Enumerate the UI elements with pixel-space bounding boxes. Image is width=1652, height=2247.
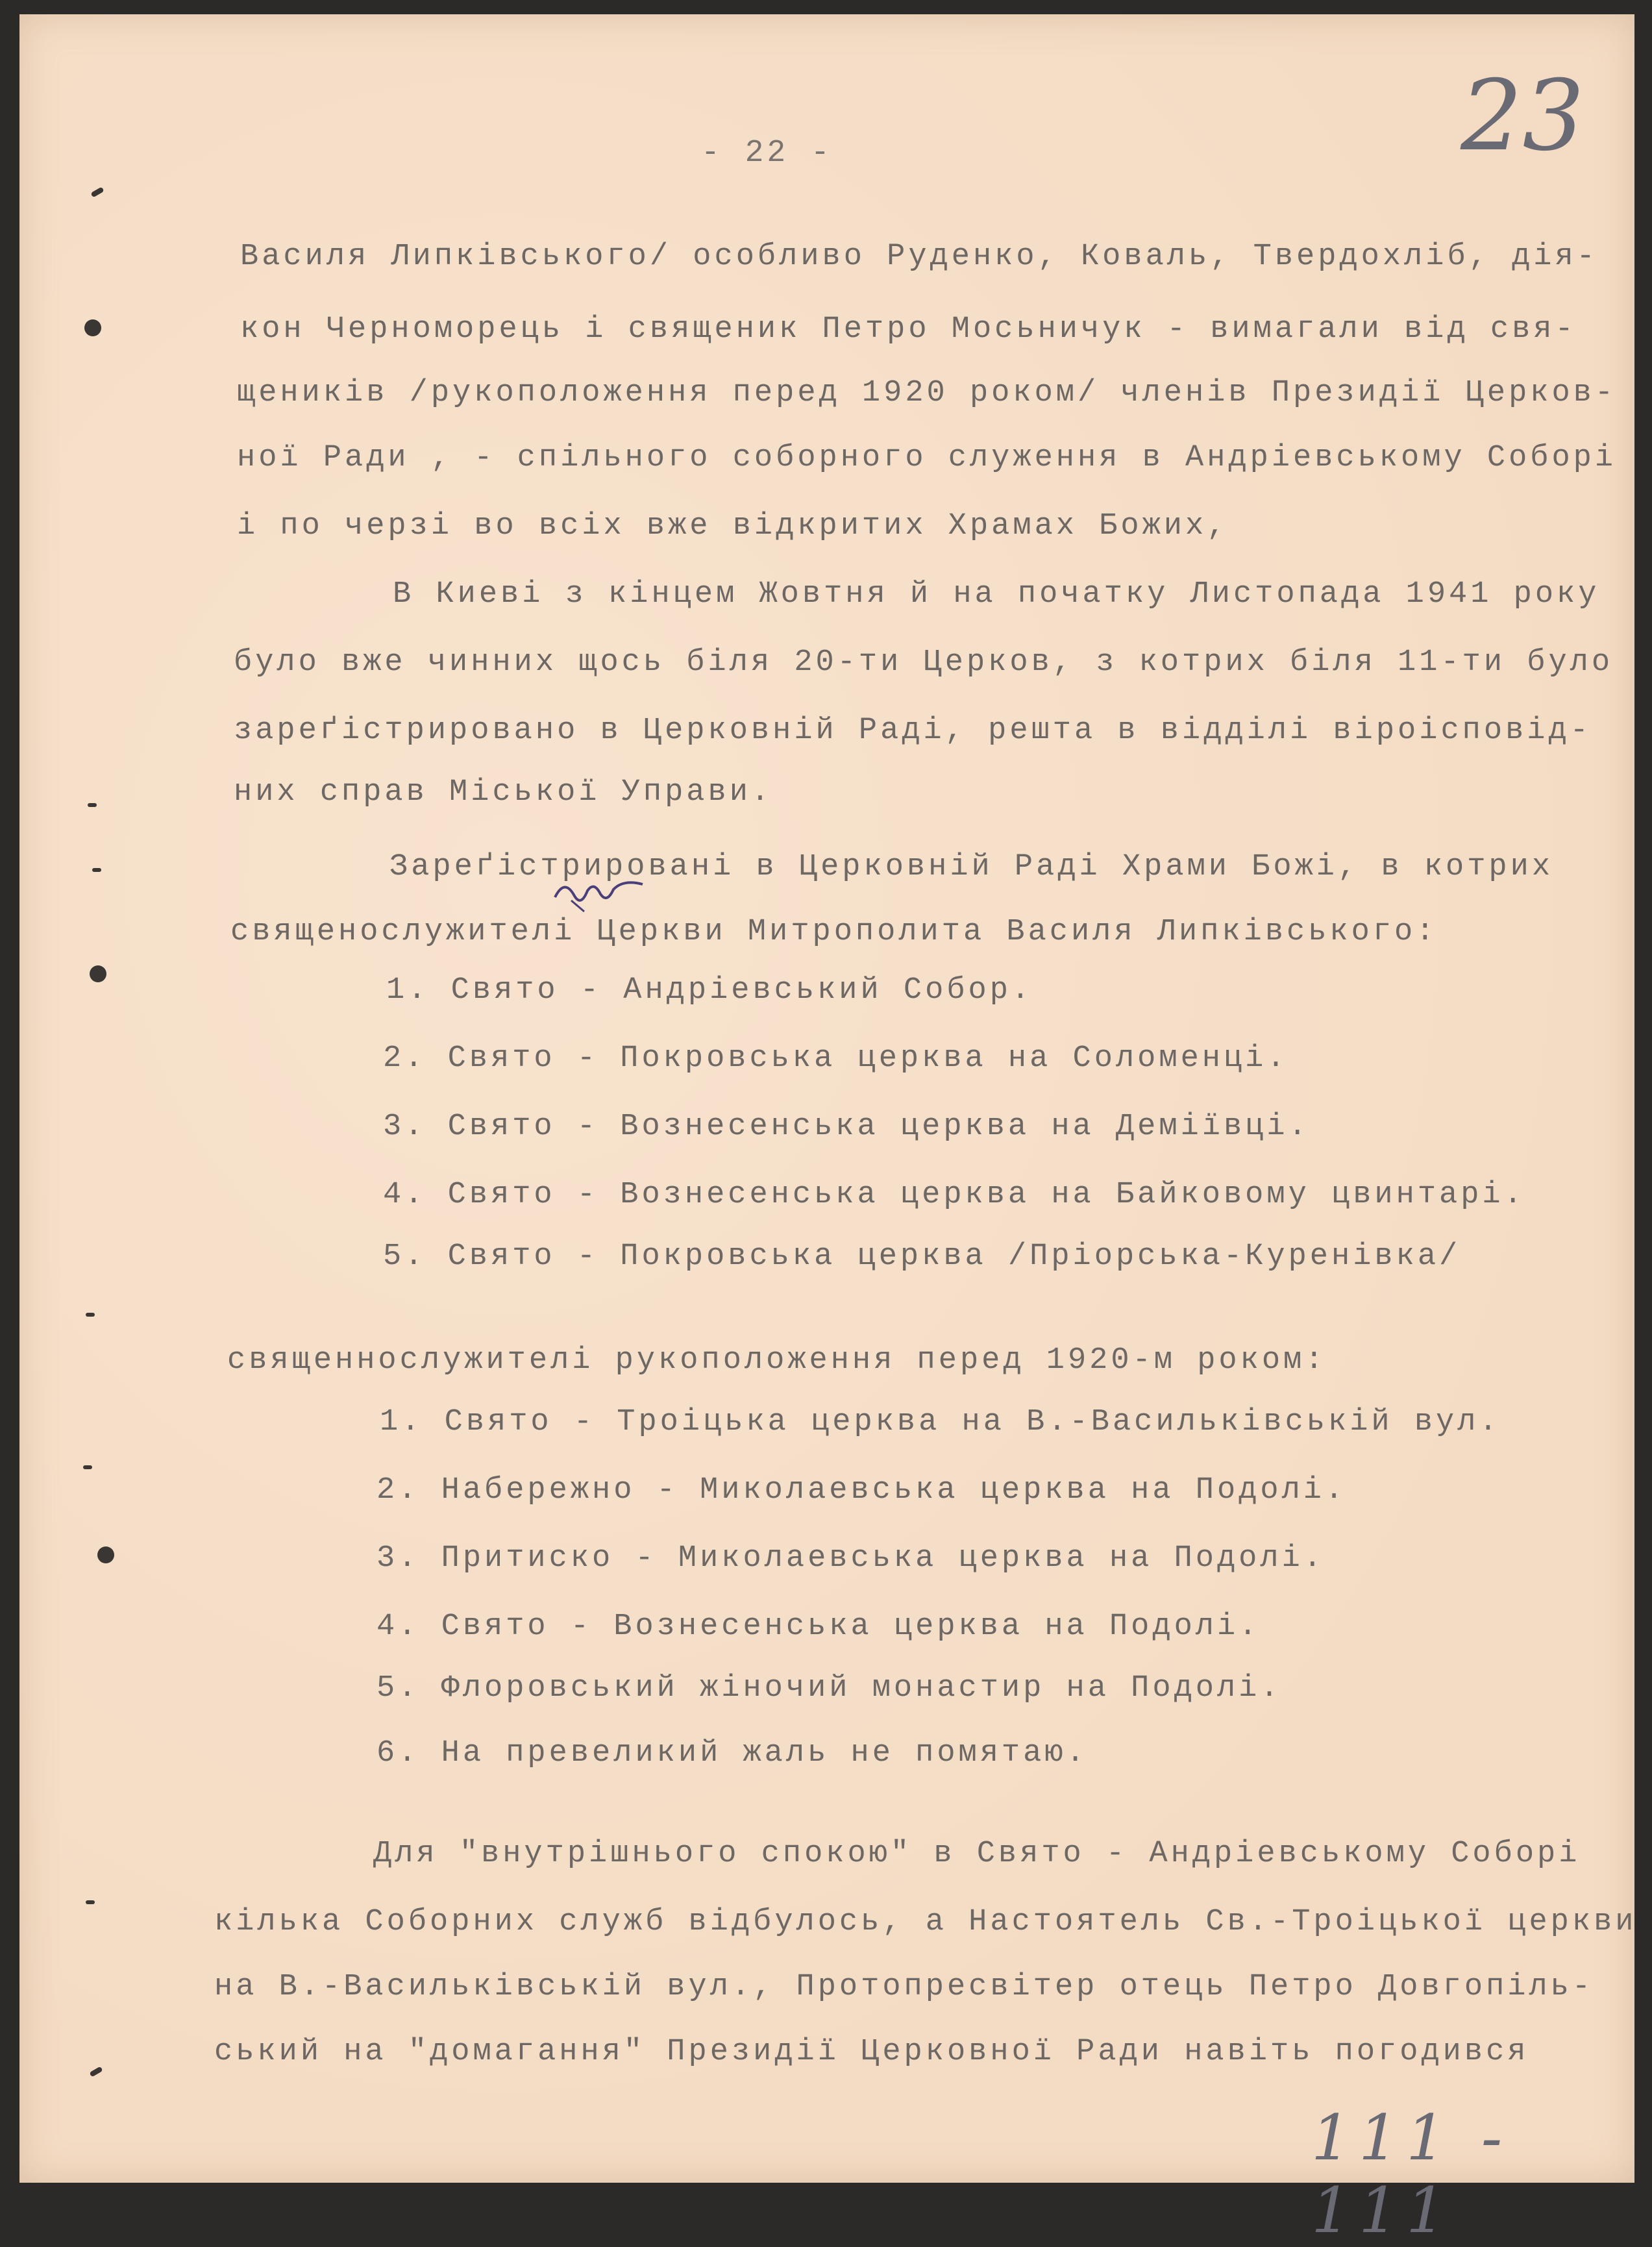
text-line: Для "внутрішнього спокою" в Свято - Андріевському Соборі [373, 1837, 1581, 1871]
text-line: зареґістрировано в Церковній Раді, решта в відділі віроісповід- [234, 714, 1592, 748]
binding-hole [84, 319, 101, 336]
text-line: щеників /рукоположення перед 1920 роком/ членів Президії Церков- [237, 376, 1617, 410]
text-line: ної Ради , - спільного соборного служення в Андріевському Соборі [237, 441, 1617, 475]
binding-mark [86, 1313, 95, 1317]
list-item: 4. Свято - Вознесенська церква на Подолі. [376, 1609, 1261, 1644]
list-item: 1. Свято - Андріевський Собор. [386, 973, 1033, 1008]
binding-mark [88, 803, 97, 807]
text-line: ський на "домагання" Президії Церковної Ради навіть погодився [214, 2035, 1529, 2069]
text-line: і по черзі во всіх вже відкритих Храмах Божих, [237, 509, 1229, 543]
text-line: на В.-Васильківській вул., Протопресвітер отець Петро Довгопіль- [214, 1970, 1594, 2004]
text-line: кон Черноморець і священик Петро Мосьничук - вимагали від свя- [240, 312, 1577, 347]
text-line: В Киеві з кінцем Жовтня й на початку Листопада 1941 року [393, 577, 1600, 612]
list-item: 5. Свято - Покровська церква /Пріорська-Куренівка/ [383, 1239, 1461, 1274]
binding-mark [90, 187, 104, 198]
list-item: 3. Притиско - Миколаевська церква на Подолі. [376, 1541, 1325, 1576]
text-line: Василя Липківського/ особливо Руденко, Коваль, Твердохліб, дія- [240, 240, 1598, 274]
text-line: священнослужителі рукоположення перед 1920-м роком: [227, 1343, 1327, 1378]
binding-mark [86, 1900, 95, 1904]
list-item: 2. Свято - Покровська церква на Соломенці. [383, 1041, 1288, 1076]
folio-number: 23 [1461, 60, 1584, 173]
list-item: 2. Набережно - Миколаевська церква на Подолі. [376, 1473, 1347, 1508]
text-line: Зареґістрировані в Церковній Раді Храми Божі, в котрих [389, 850, 1554, 884]
text-line: них справ Міської Управи. [234, 775, 773, 810]
list-item: 4. Свято - Вознесенська церква на Байковому цвинтарі. [383, 1178, 1525, 1212]
list-item: 1. Свято - Троіцька церква на В.-Васильківській вул. [380, 1405, 1501, 1439]
binding-mark [83, 1465, 92, 1469]
list-item: 6. На превеликий жаль не помятаю. [376, 1736, 1088, 1770]
archive-mark: 111 - 111 [1311, 2102, 1510, 2247]
text-line: кілька Соборних служб відбулось, а Настоятель Св.-Троіцької церкви [214, 1905, 1637, 1939]
binding-mark [92, 868, 101, 872]
binding-hole [90, 965, 106, 982]
list-item: 3. Свято - Вознесенська церква на Деміївці. [383, 1110, 1310, 1144]
binding-mark [89, 2067, 103, 2078]
text-line: священослужителі Церкви Митрополита Василя Липківського: [230, 915, 1438, 949]
page-number: - 22 - [701, 136, 833, 171]
list-item: 5. Флоровський жіночий монастир на Подолі. [376, 1671, 1282, 1706]
binding-hole [97, 1546, 114, 1563]
signature-mark [552, 871, 649, 917]
text-line: було вже чинних щось біля 20-ти Церков, з котрих біля 11-ти було [234, 645, 1614, 680]
document-page [19, 14, 1637, 2247]
